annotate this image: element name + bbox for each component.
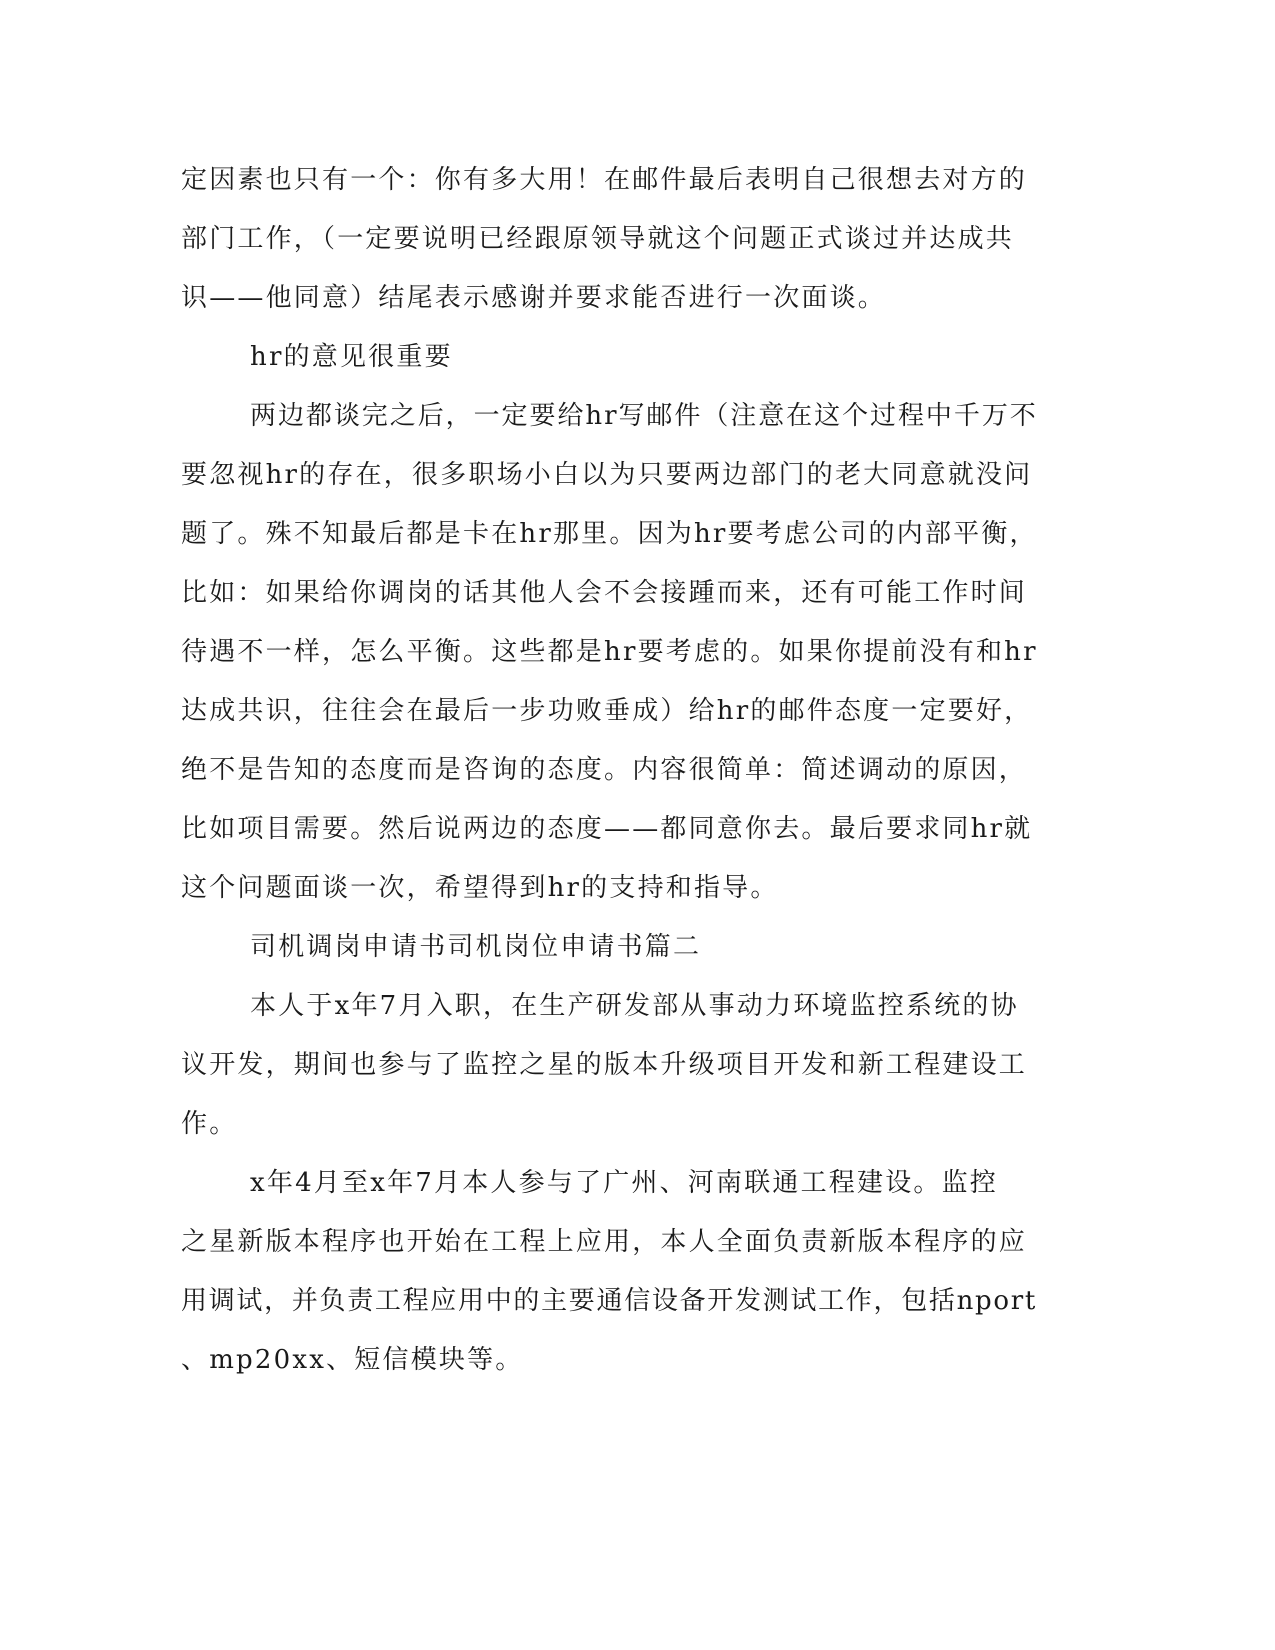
text-line-9: 待遇不一样，怎么平衡。这些都是hr要考虑的。如果你提前没有和hr (181, 637, 1038, 667)
text-line-12: 比如项目需要。然后说两边的态度——都同意你去。最后要求同hr就 (181, 814, 1033, 844)
text-line-3: 识——他同意）结尾表示感谢并要求能否进行一次面谈。 (181, 283, 887, 313)
text-line-5: 两边都谈完之后，一定要给hr写邮件（注意在这个过程中千万不 (250, 401, 1038, 431)
text-line-6: 要忽视hr的存在，很多职场小白以为只要两边部门的老大同意就没问 (181, 460, 1033, 490)
text-line-1: 定因素也只有一个：你有多大用！在邮件最后表明自己很想去对方的 (181, 165, 1028, 195)
text-line-8: 比如：如果给你调岗的话其他人会不会接踵而来，还有可能工作时间 (181, 578, 1028, 608)
section-heading-hr: hr的意见很重要 (250, 342, 453, 372)
text-line-17: 作。 (181, 1109, 238, 1139)
text-line-21: 、mp20xx、短信模块等。 (181, 1345, 524, 1375)
text-line-13: 这个问题面谈一次，希望得到hr的支持和指导。 (181, 873, 779, 903)
text-line-20: 用调试，并负责工程应用中的主要通信设备开发测试工作，包括nport (181, 1286, 1038, 1316)
text-line-10: 达成共识，往往会在最后一步功败垂成）给hr的邮件态度一定要好， (181, 696, 1033, 726)
text-line-2: 部门工作，（一定要说明已经跟原领导就这个问题正式谈过并达成共 (181, 224, 1015, 254)
text-line-7: 题了。殊不知最后都是卡在hr那里。因为hr要考虑公司的内部平衡， (181, 519, 1038, 549)
text-line-15: 本人于x年7月入职，在生产研发部从事动力环境监控系统的协 (250, 991, 1019, 1021)
text-line-19: 之星新版本程序也开始在工程上应用，本人全面负责新版本程序的应 (181, 1227, 1028, 1257)
text-line-18: x年4月至x年7月本人参与了广州、河南联通工程建设。监控 (250, 1168, 999, 1198)
section-heading-part-two: 司机调岗申请书司机岗位申请书篇二 (250, 932, 702, 962)
text-line-16: 议开发，期间也参与了监控之星的版本升级项目开发和新工程建设工 (181, 1050, 1028, 1080)
text-line-11: 绝不是告知的态度而是咨询的态度。内容很简单：简述调动的原因， (181, 755, 1028, 785)
